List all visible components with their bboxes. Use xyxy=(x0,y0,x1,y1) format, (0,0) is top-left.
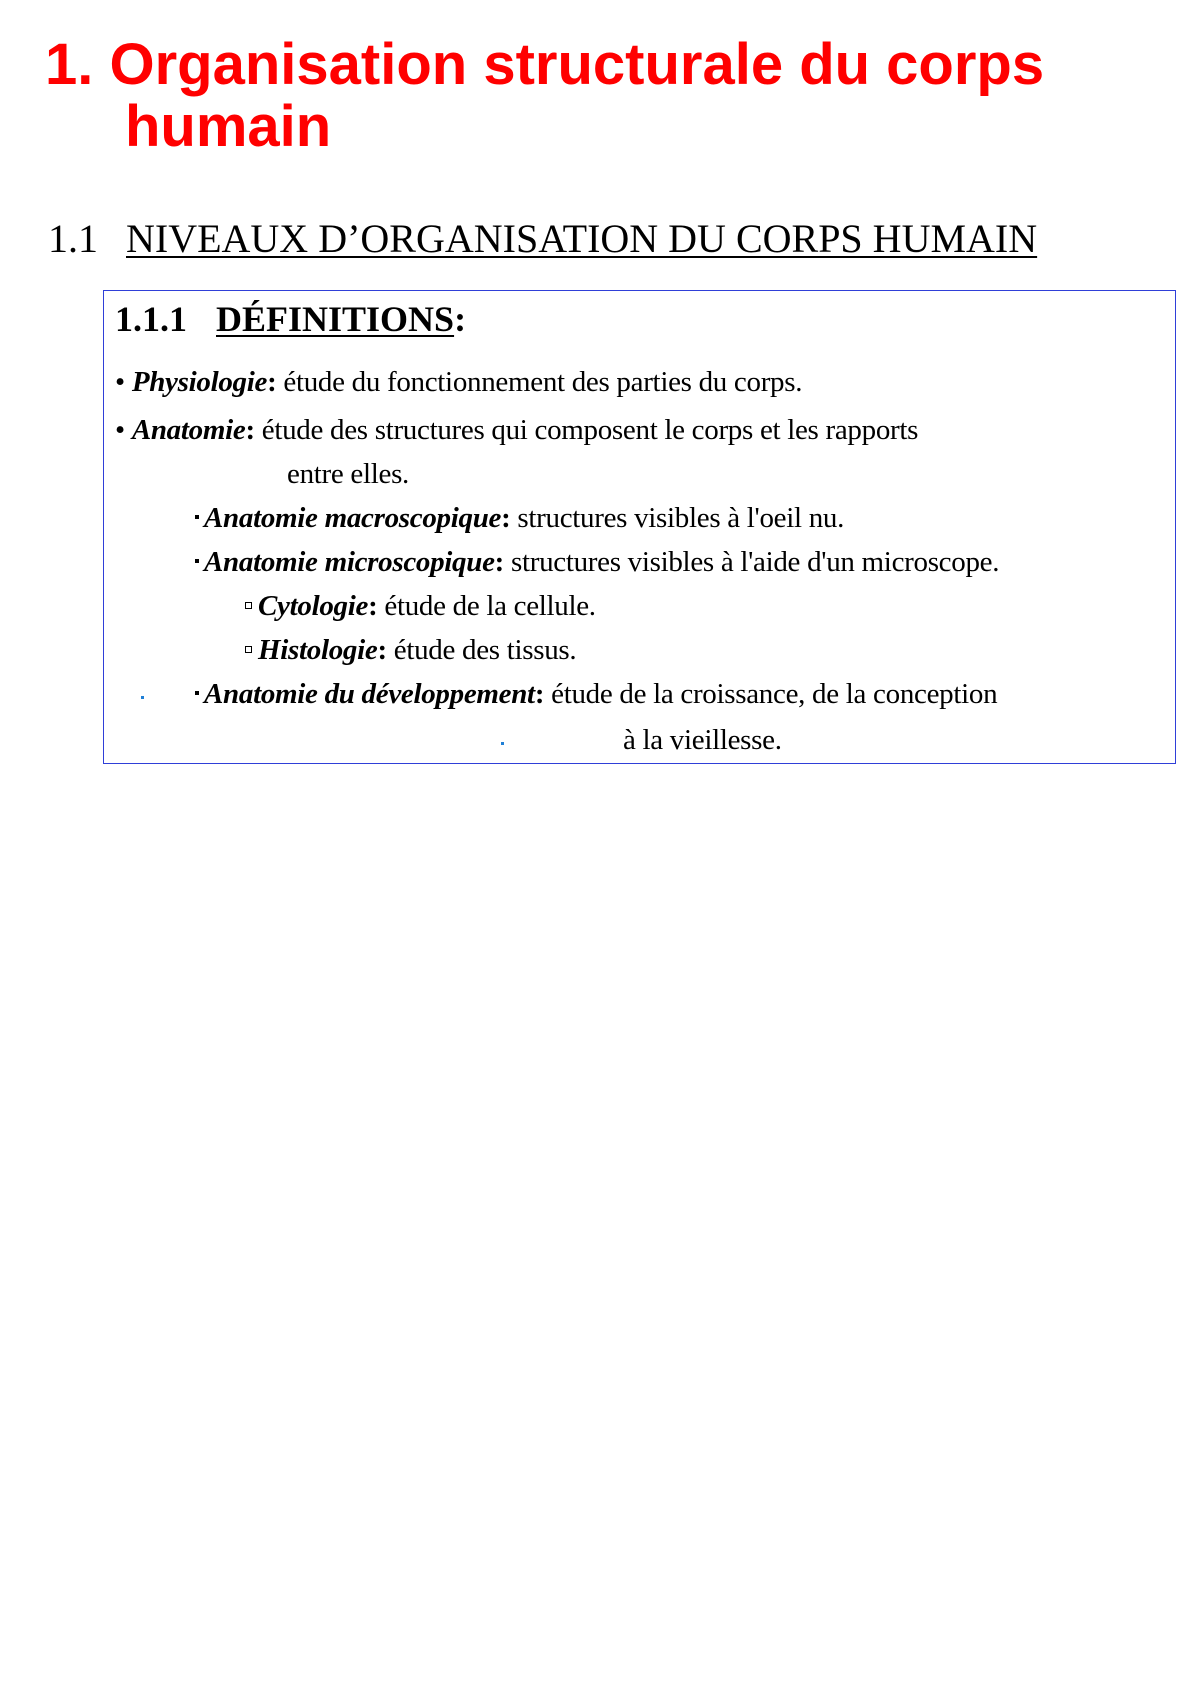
blue-dot-icon xyxy=(501,742,504,745)
square-bullet-icon xyxy=(195,691,199,695)
definition-physiologie xyxy=(115,365,802,399)
page-title xyxy=(45,34,1044,158)
definition-cytologie xyxy=(245,589,596,623)
definition-separator: : xyxy=(494,546,505,578)
section-heading xyxy=(48,216,1037,262)
page-title-line-2: humain xyxy=(125,94,332,159)
definition-separator: : xyxy=(267,366,277,398)
definition-separator: : xyxy=(501,502,511,534)
definition-anatomie-microscopique xyxy=(195,545,999,579)
open-square-bullet-icon xyxy=(245,646,252,653)
page-title-line-1: 1. Organisation structurale du corps xyxy=(45,32,1045,97)
definition-anatomie xyxy=(115,413,918,447)
definition-text: étude de la croissance, de la conception xyxy=(544,678,998,710)
bullet-dot-icon: • xyxy=(115,366,125,398)
definition-anatomie-du-developpement-continuation xyxy=(623,723,782,757)
definition-term: Anatomie xyxy=(131,414,246,446)
definition-term: Cytologie xyxy=(258,590,369,622)
definition-text: étude du fonctionnement des parties du corps. xyxy=(276,366,803,398)
definitions-number: 1.1.1 xyxy=(115,299,187,339)
bullet-dot-icon: • xyxy=(115,414,125,446)
definition-text: à la vieillesse. xyxy=(623,724,782,756)
definition-separator: : xyxy=(534,678,545,710)
definitions-colon: : xyxy=(454,299,467,339)
definitions-label: DÉFINITIONS xyxy=(216,299,455,339)
definition-term: Anatomie du développement xyxy=(204,678,535,710)
square-bullet-icon xyxy=(195,515,199,519)
definition-separator: : xyxy=(245,414,255,446)
open-square-bullet-icon xyxy=(245,602,252,609)
definition-anatomie-continuation xyxy=(287,457,409,491)
definition-term: Physiologie xyxy=(131,366,268,398)
definition-histologie xyxy=(245,633,576,667)
definition-text: étude de la cellule. xyxy=(377,590,596,622)
section-number: 1.1 xyxy=(48,216,98,261)
section-label: NIVEAUX D’ORGANISATION DU CORPS HUMAIN xyxy=(126,216,1038,261)
definition-term: Anatomie microscopique xyxy=(204,546,495,578)
definition-separator: : xyxy=(368,590,378,622)
blue-dot-icon xyxy=(141,696,144,699)
definition-text: structures visibles à l'oeil nu. xyxy=(510,502,845,534)
definition-text: structures visibles à l'aide d'un microscope. xyxy=(504,546,1000,578)
definition-term: Histologie xyxy=(258,634,378,666)
definition-text: entre elles. xyxy=(287,458,410,490)
definition-text: étude des tissus. xyxy=(386,634,577,666)
definitions-heading xyxy=(115,298,466,340)
definition-anatomie-du-developpement xyxy=(195,677,997,711)
definition-term: Anatomie macroscopique xyxy=(204,502,502,534)
square-bullet-icon xyxy=(195,559,199,563)
definition-separator: : xyxy=(377,634,387,666)
definition-anatomie-macroscopique xyxy=(195,501,844,535)
definition-text: étude des structures qui composent le corps et les rapports xyxy=(254,414,919,446)
